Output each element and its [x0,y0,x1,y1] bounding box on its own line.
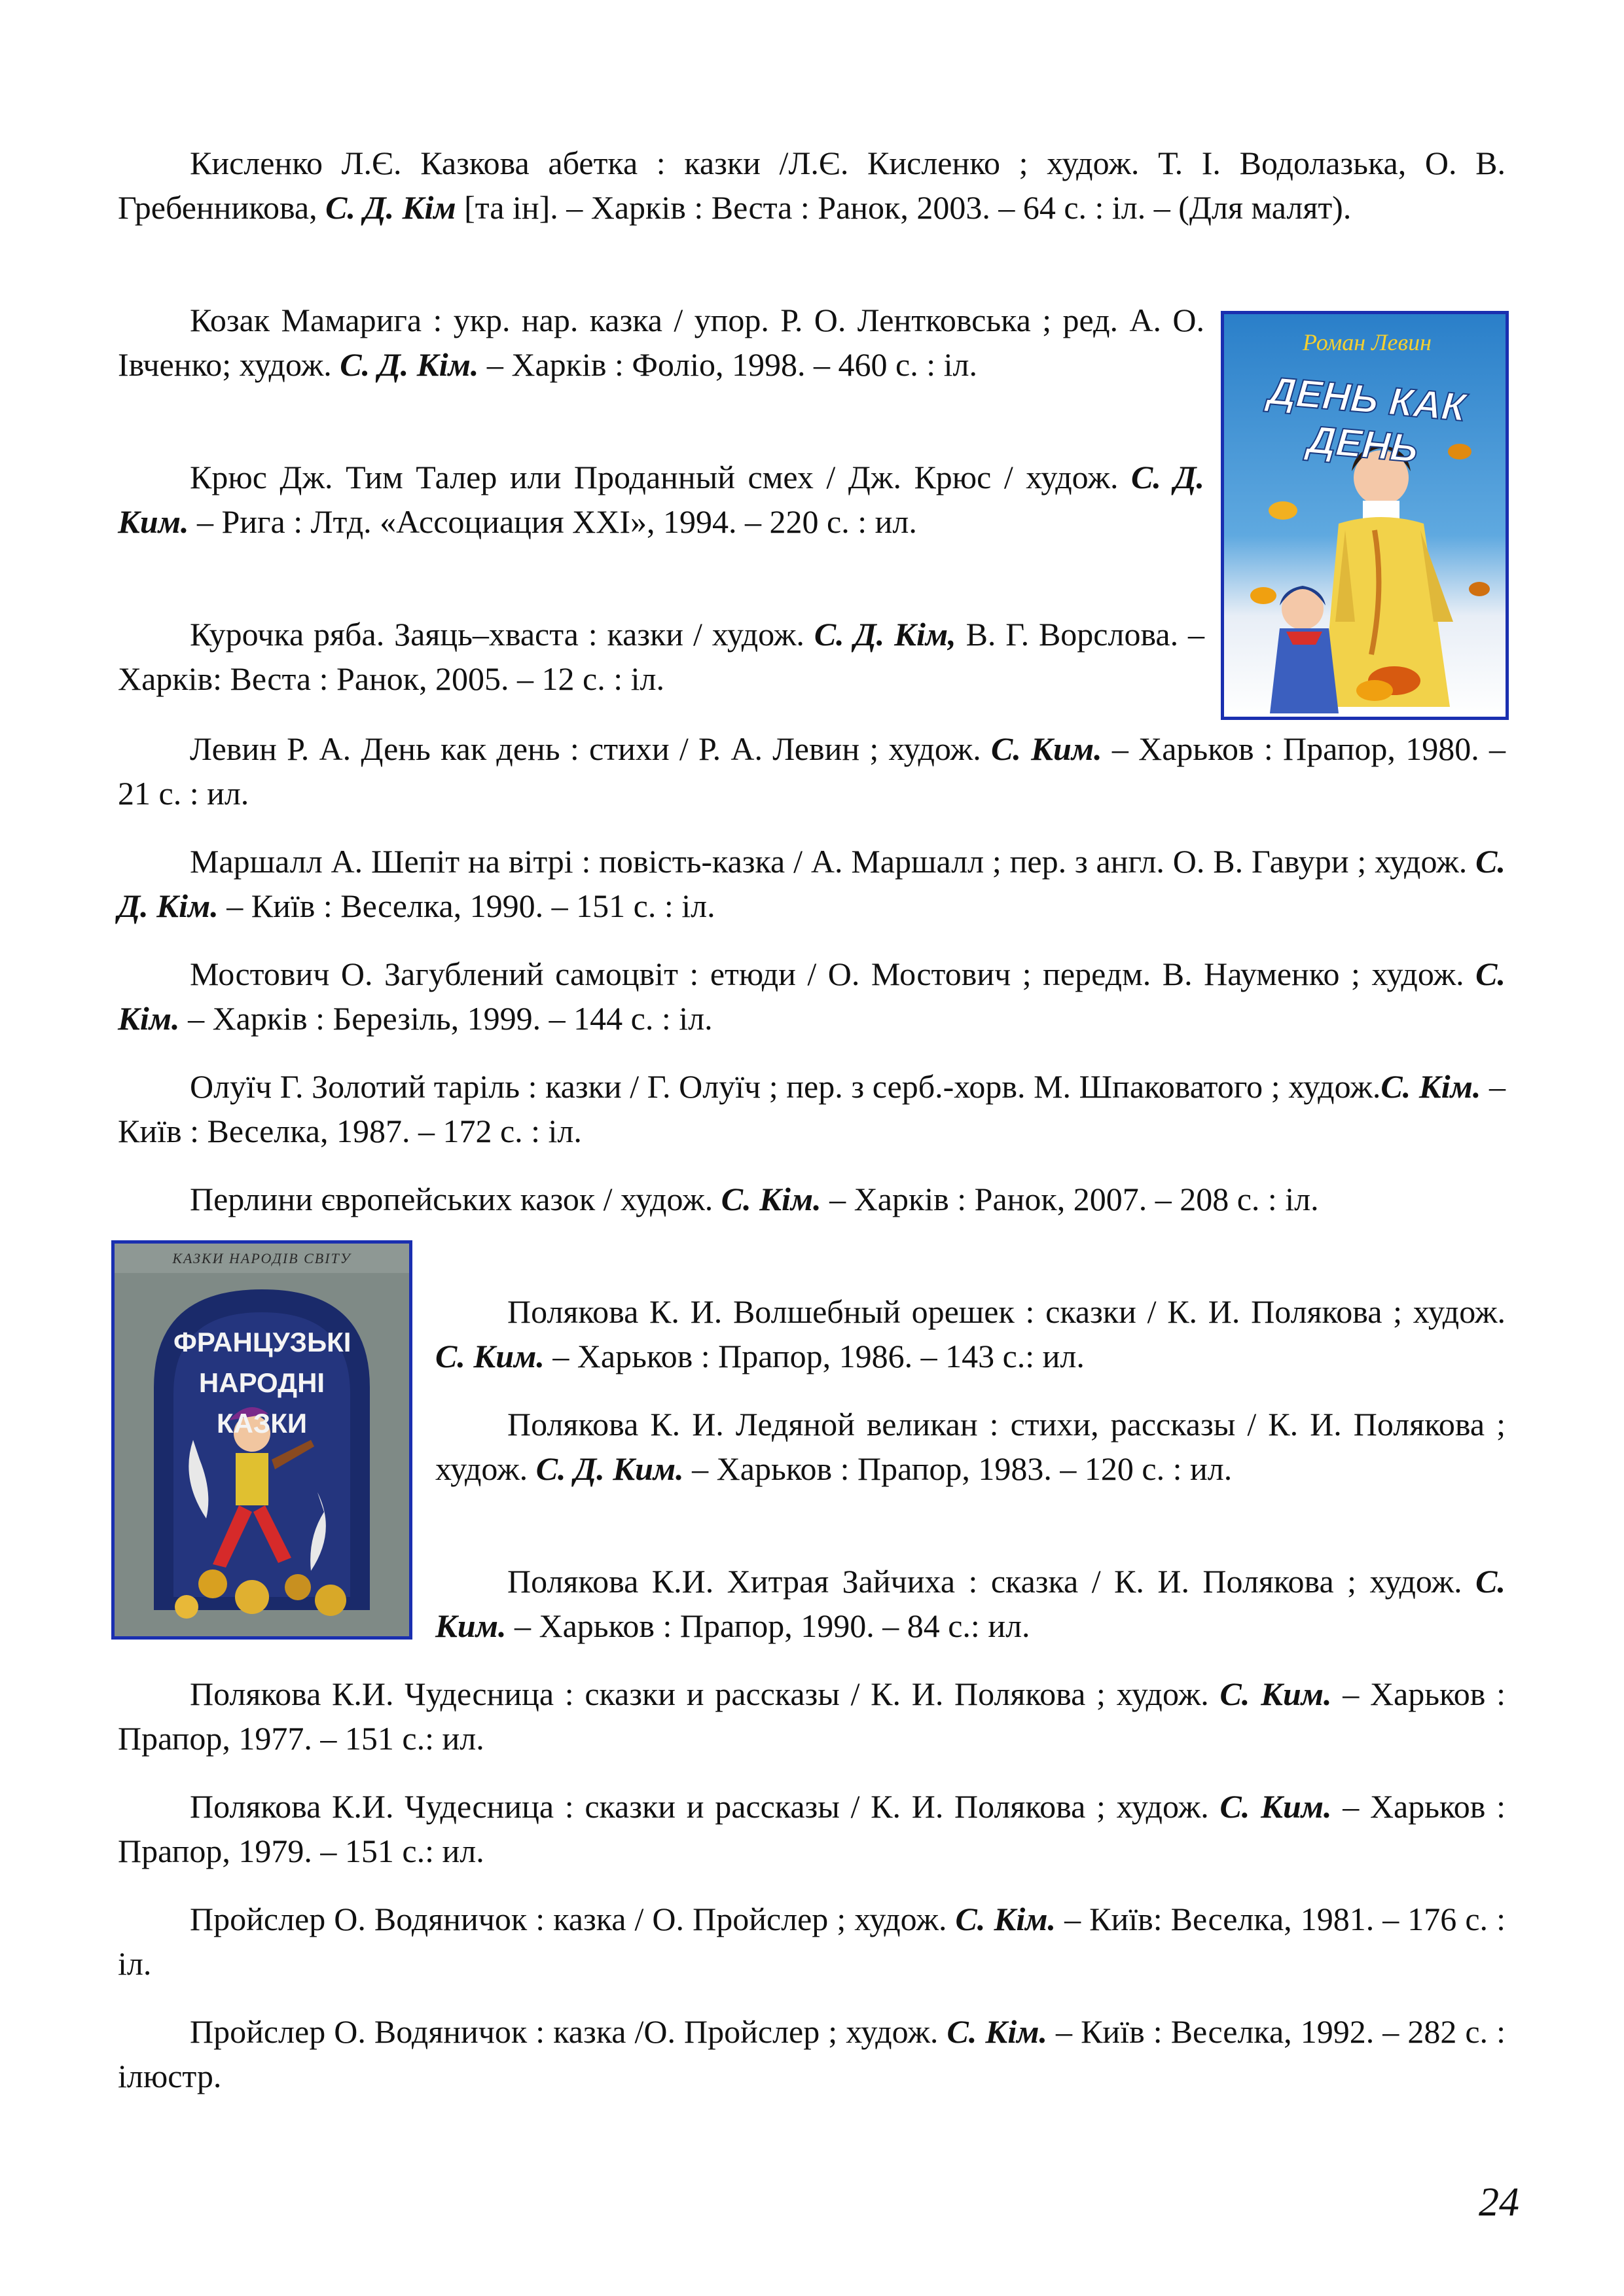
entry-text: Полякова К.И. Хитрая Зайчиха : сказка / К. И. Полякова ; худож. [507,1563,1476,1600]
bib-entry [118,839,1506,928]
entry-publication: – Київ : Веселка, 1990. – 151 с. : іл. [218,888,715,924]
illustrator-name: С. Д. Ким. [535,1450,684,1487]
entry-publication: – Харьков : Прапор, 1986. – 143 с.: ил. [544,1338,1085,1374]
entry-text: Кисленко Л.Є. Казкова абетка : казки /Л.Є. Кисленко ; худож. Т. І. Водолазька, О. В. Гребенникова, [118,145,1506,226]
entry-publication: В. Г. Ворслова. – Харків: Веста : Ранок, 2005. – 12 с. : іл. [118,616,1204,697]
cover-title: ДЕНЬ КАК ДЕНЬ [1266,368,1468,471]
bib-entry [118,1897,1506,1986]
entry-text: Пройслер О. Водяничок : казка /О. Пройслер ; худож. [190,2013,947,2050]
illustrator-name: С. Кім. [947,2013,1047,2050]
bib-entry [118,455,1204,544]
bib-entry [118,612,1204,701]
bib-entry [435,1559,1506,1648]
entry-publication: – Харьков : Прапор, 1983. – 120 с. : ил. [683,1450,1233,1487]
bib-entry [118,1064,1506,1153]
entry-publication: – Харьков : Прапор, 1990. – 84 с.: ил. [506,1607,1030,1644]
entry-publication: – Харків : Фоліо, 1998. – 460 с. : іл. [478,346,977,383]
entry-publication: – Рига : Лтд. «Ассоциация XXI», 1994. – 220 с. : ил. [189,503,917,540]
bib-entry [118,141,1506,230]
illustrator-name: С. Ким. [435,1338,545,1374]
bib-entry [118,952,1506,1041]
entry-text: Полякова К. И. Волшебный орешек : сказки / К. И. Полякова ; худож. [507,1293,1506,1330]
cover-author: Роман Левин [1303,329,1432,355]
entry-text: Перлини європейських казок / худож. [190,1181,721,1217]
bib-entry [118,2009,1506,2098]
illustrator-name: С. Кім. [118,956,1506,1037]
entry-text: Полякова К. И. Ледяной великан : стихи, рассказы / К. И. Полякова ; худож. [435,1406,1506,1487]
bib-entry [118,1177,1506,1221]
illustrator-name: С. Д. Ким. [118,459,1204,540]
illustrator-name: С. Ким. [1219,1676,1332,1712]
illustrator-name: С. Кім. [955,1901,1056,1937]
illustrator-name: С. Д. Кім. [118,843,1506,924]
bib-entry [435,1402,1506,1491]
bib-entry [118,1784,1506,1873]
entry-publication: – Київ: Веселка, 1981. – 176 с. : іл. [118,1901,1506,1982]
entry-text: Полякова К.И. Чудесница : сказки и рассказы / К. И. Полякова ; худож. [190,1676,1220,1712]
illustrator-name: С. Кім. [1380,1068,1481,1105]
entry-publication: – Харків : Ранок, 2007. – 208 с. : іл. [821,1181,1319,1217]
illustrator-name: С. Ким. [435,1563,1506,1644]
entry-text: Козак Мамарига : укр. нар. казка / упор. Р. О. Лентковська ; ред. А. О. Івченко; худож. [118,302,1204,383]
bib-entry [118,726,1506,816]
illustrator-name: С. Д. Кім. [340,346,479,383]
entry-text: Пройслер О. Водяничок : казка / О. Пройслер ; худож. [190,1901,956,1937]
entry-publication: – Київ : Веселка, 1992. – 282 с. : ілюстр. [118,2013,1506,2094]
illustrator-name: С. Д. Кім, [814,616,956,653]
entry-text: Мостович О. Загублений самоцвіт : етюди / О. Мостович ; передм. В. Науменко ; худож. [190,956,1476,992]
bib-entry [435,1289,1506,1378]
illustrator-name: С. Ким. [991,730,1102,767]
entry-publication: – Харьков : Прапор, 1977. – 151 с.: ил. [118,1676,1506,1757]
bib-entry [118,298,1204,387]
entry-text: Олуїч Г. Золотий таріль : казки / Г. Олуїч ; пер. з серб.-хорв. М. Шпаковатого ; худож. [190,1068,1381,1105]
book-cover-den-kak-den [1221,311,1509,720]
illustrator-name: С. Д. Кім [325,189,456,226]
cover-series: КАЗКИ НАРОДІВ СВІТУ [172,1250,352,1266]
entry-text: Курочка ряба. Заяць–хваста : казки / худож. [190,616,814,653]
cover-title: ФРАНЦУЗЬКІ НАРОДНІ КАЗКИ [173,1327,352,1439]
book-cover-frantsuzki-kazky [111,1240,412,1640]
entry-publication: – Харків : Березіль, 1999. – 144 с. : іл. [179,1000,713,1037]
illustrator-name: С. Кім. [721,1181,821,1217]
bib-entry [118,1672,1506,1761]
entry-publication: [та ін]. – Харків : Веста : Ранок, 2003. – 64 с. : іл. – (Для малят). [456,189,1352,226]
illustrator-name: С. Ким. [1219,1788,1332,1825]
entry-text: Левин Р. А. День как день : стихи / Р. А. Левин ; худож. [190,730,991,767]
entry-publication: – Харьков : Прапор, 1979. – 151 с.: ил. [118,1788,1506,1869]
entry-text: Полякова К.И. Чудесница : сказки и рассказы / К. И. Полякова ; худож. [190,1788,1220,1825]
entry-publication: – Харьков : Прапор, 1980. – 21 с. : ил. [118,730,1506,812]
page-number: 24 [1479,2180,1519,2225]
entry-text: Маршалл А. Шепіт на вітрі : повість-казка / А. Маршалл ; пер. з англ. О. В. Гавури ; худож. [190,843,1476,880]
entry-text: Крюс Дж. Тим Талер или Проданный смех / Дж. Крюс / худож. [190,459,1131,495]
entry-publication: – Київ : Веселка, 1987. – 172 с. : іл. [118,1068,1506,1149]
